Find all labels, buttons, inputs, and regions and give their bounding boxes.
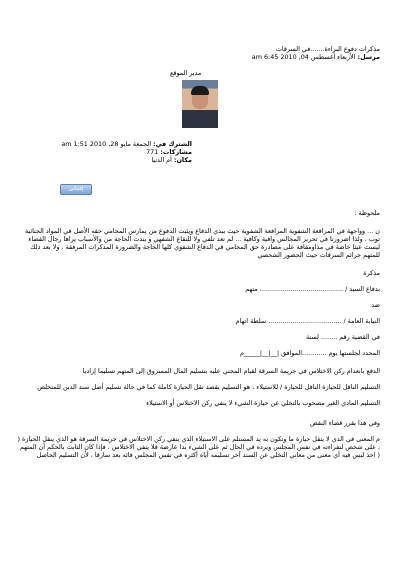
- case-line: في القضية رقم ........ لسنة: [305, 333, 380, 341]
- defense-line: بدفاع السيد / ......................................... متهم: [245, 285, 380, 293]
- ruling-line: ، على شخص لتقراءته في نفس المجلس ويرده في الحال ثم على الشيء بدا عارضة فلا ينفي الاختلاس ، فإذا كان الثابت بالحكم أن المتهم: [19, 443, 380, 451]
- body-heading: ملحوظة :: [354, 209, 380, 217]
- post-title: مذكرات دفوع البراءة.......في السرقات: [275, 45, 380, 53]
- avatar-hair: [191, 86, 209, 95]
- memo-label: مذكرة: [363, 269, 380, 277]
- prosecution-line: النيابة العامة / .................................... سلطة اتهام: [235, 317, 380, 325]
- posts-label: مشاركات:: [160, 148, 192, 156]
- author-role: مدير الموقع: [170, 69, 202, 77]
- post-body: [0, 209, 380, 459]
- author-meta: [61, 140, 192, 164]
- joined-value: الجمعة مايو 28, 2010 1:51 am: [61, 140, 151, 148]
- intro-line: ليست عبثا خاصة في مذاومقافة على مصادرة حق المحامي في الدفاع الشفوي كلها الحاجة والضرورة المذكرات المرفقة ، ولا بعد ذلك: [30, 243, 380, 251]
- against-label: ضد: [371, 301, 380, 309]
- quote-button[interactable]: إقتباس: [60, 184, 92, 195]
- location-value: أم الدنيا: [151, 156, 172, 164]
- post-header: [20, 45, 380, 61]
- joined-row: [61, 140, 192, 148]
- avatar: [182, 80, 218, 128]
- defense-point: التسليم المادي الغير مصحوب بالتخلي عن حيازة الشيء لا ينفي ركن الاختلاس أو الاستيلاء: [146, 399, 380, 407]
- post-date: [20, 53, 380, 61]
- posts-row: [61, 148, 192, 156]
- location-label: مكان:: [173, 156, 192, 164]
- session-line: المحدد لجلستها يوم ............الموافق |__|__|_____م: [239, 349, 380, 357]
- location-row: [61, 156, 192, 164]
- intro-line: ن ... وواجهة في المراقعة الشفوية المرافعة الشفوية حيث يبدي الدفاع ويثبت الدفوع من يمارس المحامي حقه الأصل في المواد الجنائية: [24, 227, 380, 235]
- posts-value: 771: [146, 148, 159, 156]
- ruling-line: م المعنى في الذي لا يتقل حيازة ما وتكون به يد المستلم على الاستيلاء الذي ينفي ركن الاختلاس في جريمة السرقة هو الذي ينقل الحيازة (: [17, 435, 380, 443]
- defense-point: الدفع بانعدام ركن الاختلاس في جريمة السرقة لقيام المجني عليه بتسليم المال المسروق إلى المتهم تسليما إراديا: [82, 367, 380, 375]
- intro-line: توب ، ولذا اضرورتا في تحرير المجالس وافية وكافية ... لم تعد تلفي ولا للنقاع الشفهي و بندت الحاجة من والأسباب يراها رجال القضاء: [28, 235, 380, 243]
- intro-line: للمتهم جرائم السرقات حيث الحضور الشخصي: [257, 251, 380, 259]
- defense-point: التسليم الناقل للحيازة الناقل للحيازة / للاستيلاء ، هو التسليم بقصد نقل الحيازة كاملة كما في حالة تسليم أصل سند الدين للمتخلص: [37, 383, 380, 391]
- post-date-label: مرسل:: [357, 53, 380, 61]
- ruling-line: ( اخذ لبس فيه أي معنى من معاني التخلي عن السند آخر تسليمه أياه أكثره في نفس المجلس قائه بعد سارقا ، لأن التسليم الحاصل: [36, 451, 380, 459]
- post-date-value: الأربعاء أغسطس 04, 2010 6:45 am: [251, 53, 356, 61]
- ruling-heading: وفي هذا يقرر قضاء النقض: [310, 419, 380, 427]
- joined-label: الشترك في:: [153, 140, 192, 148]
